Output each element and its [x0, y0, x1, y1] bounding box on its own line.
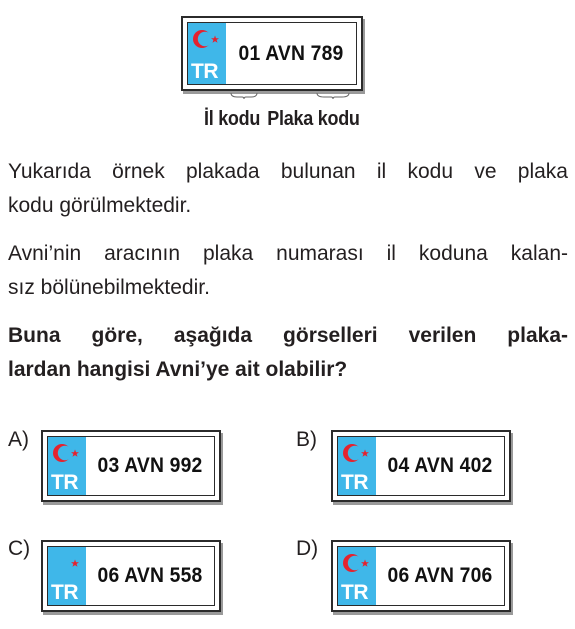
plate-number: 06 AVN 706 [387, 564, 493, 587]
tr-band [338, 547, 376, 605]
country-code: TR [51, 471, 78, 494]
tr-band [48, 437, 86, 495]
country-code: TR [341, 581, 368, 604]
crescent-star-icon [51, 440, 81, 466]
crescent-star-icon [341, 440, 371, 466]
option-a-plate[interactable] [41, 430, 221, 502]
option-d-plate[interactable] [331, 540, 511, 612]
example-plate [181, 16, 363, 91]
plaka-kodu-brace [316, 92, 350, 100]
country-code: TR [191, 60, 218, 83]
option-c-plate[interactable] [41, 540, 221, 612]
option-c-letter: C) [8, 537, 31, 560]
tr-band [338, 437, 376, 495]
option-b-letter: B) [296, 428, 317, 451]
plate-number: 06 AVN 558 [97, 564, 203, 587]
plaka-kodu-label: Plaka kodu [267, 108, 360, 130]
star-icon [51, 550, 81, 576]
plate-number: 03 AVN 992 [97, 454, 203, 477]
condition-paragraph: Avni’nin aracının plaka numarası il koduna kalan- sız bölünebilmektedir. [8, 242, 568, 299]
crescent-star-icon [191, 26, 221, 52]
question-text: Buna göre, aşağıda görselleri verilen plaka- lardan hangisi Avni’ye ait olabilir? [8, 324, 568, 381]
plate-number: 01 AVN 789 [238, 41, 344, 65]
option-d-letter: D) [296, 537, 319, 560]
country-code: TR [341, 471, 368, 494]
il-kodu-label: İl kodu [204, 108, 261, 130]
plate-number: 04 AVN 402 [387, 454, 493, 477]
tr-band [48, 547, 86, 605]
il-kodu-brace [230, 92, 258, 100]
option-a-letter: A) [8, 428, 29, 451]
intro-paragraph: Yukarıda örnek plakada bulunan il kodu ve plaka kodu görülmektedir. [8, 160, 568, 217]
country-code: TR [51, 581, 78, 604]
crescent-star-icon [341, 550, 371, 576]
tr-band [188, 23, 226, 84]
code-labels [204, 108, 360, 131]
option-b-plate[interactable] [331, 430, 511, 502]
